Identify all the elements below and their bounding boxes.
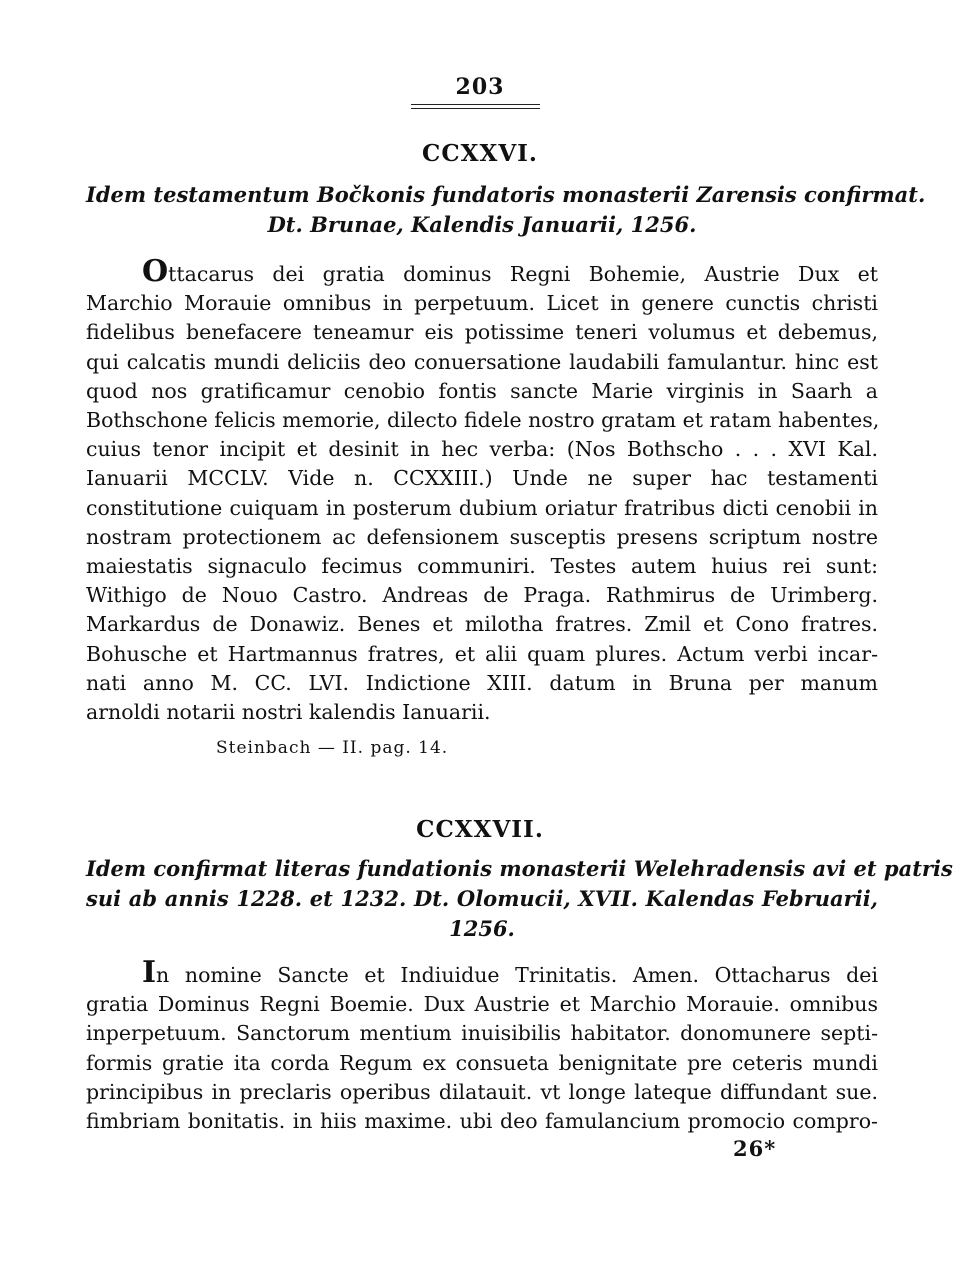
document-text [86, 254, 880, 727]
text-line: fidelibus benefacere teneamur eis potissime teneri volumus et debemus, [86, 320, 878, 345]
text-line: gratia Dominus Regni Boemie. Dux Austrie et Marchio Morauie. omnibus [86, 992, 878, 1017]
text-line: qui calcatis mundi deliciis deo conuersatione laudabili famulantur. hinc est [86, 349, 878, 374]
initial-letter: I [142, 955, 157, 990]
text-line: principibus in preclaris operibus dilatauit. vt longe lateque diffundant sue. [86, 1079, 878, 1104]
text-line-content: ttacarus dei gratia dominus Regni Bohemie, Austrie Dux et [168, 262, 878, 286]
source-citation: Steinbach — II. pag. 14. [216, 738, 449, 758]
text-line: Ianuarii MCCLV. Vide n. CCXXIII.) Unde ne super hac testamenti [86, 466, 878, 491]
page-number: 203 [455, 74, 505, 100]
text-line: maiestatis signaculo fecimus communiri. Testes autem huius rei sunt: [86, 554, 878, 579]
text-line: nati anno M. CC. LVI. Indictione XIII. datum in Bruna per manum [86, 670, 878, 695]
text-line: Marchio Morauie omnibus in perpetuum. Licet in genere cunctis christi [86, 291, 878, 316]
text-line: quod nos gratificamur cenobio fontis sancte Marie virginis in Saarh a [86, 378, 878, 403]
text-line: constitutione cuiquam in posterum dubium oriatur fratribus dicti cenobii in [86, 495, 878, 520]
caption-line: sui ab annis 1228. et 1232. Dt. Olomucii, XVII. Kalendas Februarii, [86, 886, 878, 911]
initial-letter: O [142, 254, 169, 289]
header-rule [411, 104, 540, 105]
caption-line: 1256. [449, 916, 515, 941]
text-line: fimbriam bonitatis. in hiis maxime. ubi deo famulancium promocio compro- [86, 1109, 878, 1134]
document-number: CCXXVII. [416, 816, 544, 843]
caption-line: Idem testamentum Bočkonis fundatoris monasterii Zarensis confirmat. [86, 182, 926, 207]
text-line: Withigo de Nouo Castro. Andreas de Praga. Rathmirus de Urimberg. [86, 583, 878, 608]
text-line: cuius tenor incipit et desinit in hec verba: (Nos Bothscho . . . XVI Kal. [86, 437, 878, 462]
caption-line: Dt. Brunae, Kalendis Januarii, 1256. [267, 212, 697, 237]
text-line: arnoldi notarii nostri kalendis Ianuarii. [86, 700, 491, 725]
document-caption [86, 854, 953, 944]
header-rule [411, 108, 540, 109]
text-line: inperpetuum. Sanctorum mentium inuisibilis habitator. donomunere septi- [86, 1021, 878, 1046]
text-line [86, 254, 878, 289]
text-line [86, 955, 878, 990]
text-line: Markardus de Donawiz. Benes et milotha fratres. Zmil et Cono fratres. [86, 612, 878, 637]
document-caption [86, 180, 926, 240]
text-line: nostram protectionem ac defensionem susceptis presens scriptum nostre [86, 524, 878, 549]
document-number: CCXXVI. [422, 140, 538, 167]
caption-line: Idem confirmat literas fundationis monasterii Welehradensis avi et patris [86, 856, 953, 881]
text-line: Bothschone felicis memorie, dilecto fidele nostro gratam et ratam habentes, [86, 408, 880, 433]
signature-mark: 26* [733, 1136, 777, 1161]
document-text [86, 955, 878, 1136]
text-line: Bohusche et Hartmannus fratres, et alii quam plures. Actum verbi incar- [86, 641, 878, 666]
text-line-content: n nomine Sancte et Indiuidue Trinitatis. Amen. Ottacharus dei [156, 963, 878, 987]
text-line: formis gratie ita corda Regum ex consueta benignitate pre ceteris mundi [86, 1050, 878, 1075]
